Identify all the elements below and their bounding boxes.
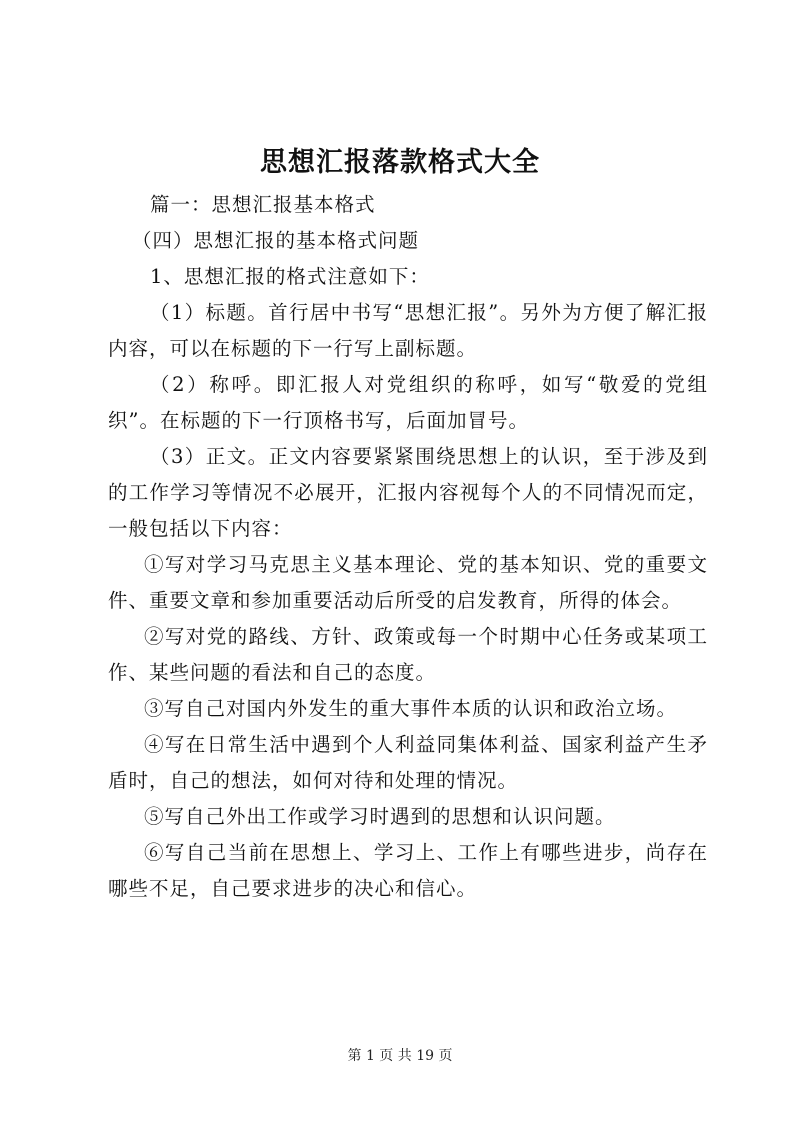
list-item: ③写自己对国内外发生的重大事件本质的认识和政治立场。 — [144, 697, 678, 720]
list-item: ⑥写自己当前在思想上、学习上、工作上有哪些进步，尚存在哪些不足，自己要求进步的决心和信心。 — [108, 841, 708, 900]
subsection-heading: （四）思想汇报的基本格式问题 — [132, 229, 420, 252]
list-item: ②写对党的路线、方针、政策或每一个时期中心任务或某项工作、某些问题的看法和自己的态度。 — [108, 625, 708, 684]
list-heading: 1、思想汇报的格式注意如下： — [150, 265, 430, 288]
paragraph-body-item: （3）正文。正文内容要紧紧围绕思想上的认识，至于涉及到的工作学习等情况不必展开，汇报内容视每个人的不同情况而定，一般包括以下内容： — [108, 445, 708, 540]
document-body — [108, 187, 708, 907]
paragraph-salutation-item: （2）称呼。即汇报人对党组织的称呼，如写“敬爱的党组织”。在标题的下一行顶格书写，后面加冒号。 — [108, 373, 708, 432]
list-item: ④写在日常生活中遇到个人利益同集体利益、国家利益产生矛盾时，自己的想法，如何对待和处理的情况。 — [108, 733, 708, 792]
list-item: ⑤写自己外出工作或学习时遇到的思想和认识问题。 — [144, 805, 616, 828]
paragraph-title-item: （1）标题。首行居中书写“思想汇报”。另外为方便了解汇报内容，可以在标题的下一行写上副标题。 — [108, 301, 708, 360]
section-heading: 篇一：思想汇报基本格式 — [150, 193, 376, 216]
document-title: 思想汇报落款格式大全 — [260, 147, 540, 178]
list-item: ①写对学习马克思主义基本理论、党的基本知识、党的重要文件、重要文章和参加重要活动后所受的启发教育，所得的体会。 — [108, 553, 708, 612]
page-number-footer: 第 1 页 共 19 页 — [347, 1048, 453, 1064]
